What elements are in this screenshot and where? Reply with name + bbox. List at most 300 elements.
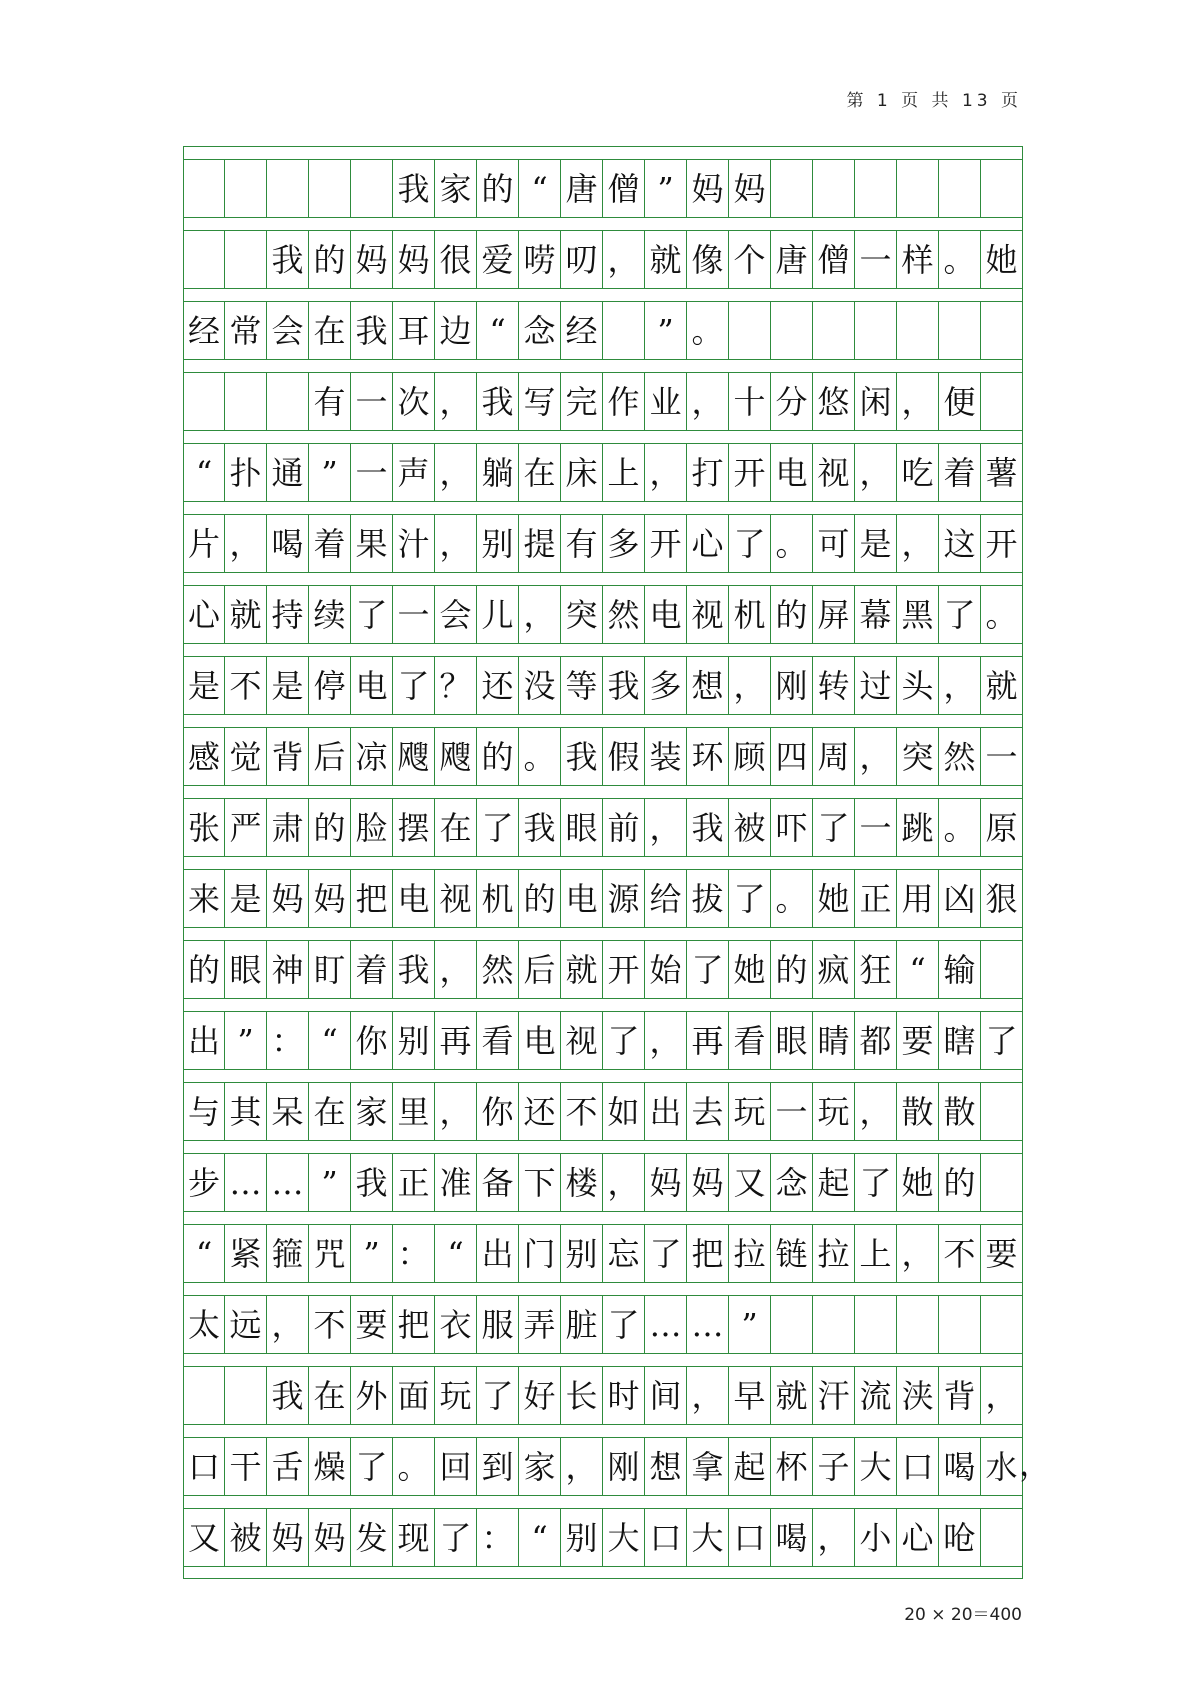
grid-cell: [813, 1295, 855, 1353]
grid-cells: [183, 656, 1023, 714]
grid-cell: 四: [771, 727, 813, 785]
grid-cell: 要: [981, 1224, 1023, 1282]
grid-cell: 汗: [813, 1366, 855, 1424]
grid-cells: [183, 1011, 1023, 1069]
grid-cell: [855, 159, 897, 217]
grid-cell: 感: [183, 727, 225, 785]
grid-cell: 张: [183, 798, 225, 856]
grid-cell: 会: [435, 585, 477, 643]
grid-cell: 不: [309, 1295, 351, 1353]
grid-cell: 提: [519, 514, 561, 572]
grid-cell: ”: [729, 1295, 771, 1353]
grid-cell: 妈: [309, 1508, 351, 1566]
grid-cell: 忘: [603, 1224, 645, 1282]
grid-cell: ，: [939, 656, 981, 714]
grid-cells: [183, 727, 1023, 785]
grid-cell: 我: [267, 230, 309, 288]
grid-cell: 然: [477, 940, 519, 998]
grid-cell: 上: [603, 443, 645, 501]
grid-cell: ，: [897, 514, 939, 572]
grid-cell: 的: [309, 230, 351, 288]
grid-cell: 紧: [225, 1224, 267, 1282]
grid-cell: 飕: [393, 727, 435, 785]
grid-cell: 舌: [267, 1437, 309, 1495]
grid-cell: 经: [561, 301, 603, 359]
grid-cell: 。: [981, 585, 1023, 643]
grid-cell: 眼: [561, 798, 603, 856]
grid-cell: 在: [309, 301, 351, 359]
grid-cell: ，: [603, 1153, 645, 1211]
grid-cell: 流: [855, 1366, 897, 1424]
grid-cell: 拿: [687, 1437, 729, 1495]
grid-cells: [183, 1295, 1023, 1353]
grid-cell: 业: [645, 372, 687, 430]
grid-cell: 别: [561, 1508, 603, 1566]
grid-cell: 还: [477, 656, 519, 714]
grid-cell: 转: [813, 656, 855, 714]
grid-cell: 机: [477, 869, 519, 927]
row-spacer: [183, 643, 1023, 656]
grid-cell: 口: [729, 1508, 771, 1566]
grid-cell: 太: [183, 1295, 225, 1353]
grid-cell: 闲: [855, 372, 897, 430]
grid-cell: 她: [729, 940, 771, 998]
grid-cell: 持: [267, 585, 309, 643]
grid-cell: 就: [225, 585, 267, 643]
grid-cell: 有: [561, 514, 603, 572]
grid-cell: 就: [561, 940, 603, 998]
grid-cell: 了: [687, 940, 729, 998]
grid-cell: 。: [939, 230, 981, 288]
row-spacer: [183, 572, 1023, 585]
grid-cell: 了: [729, 869, 771, 927]
row-spacer: [183, 430, 1023, 443]
grid-cell: 了: [603, 1011, 645, 1069]
grid-cell: 其: [225, 1082, 267, 1140]
grid-cell: 我: [351, 301, 393, 359]
grid-cell: 的: [477, 727, 519, 785]
grid-cell: “: [897, 940, 939, 998]
grid-cell: 没: [519, 656, 561, 714]
grid-cell: 疯: [813, 940, 855, 998]
grid-row: [183, 643, 1023, 714]
grid-cell: ，: [603, 230, 645, 288]
grid-cell: 她: [813, 869, 855, 927]
grid-cell: …: [225, 1153, 267, 1211]
grid-cell: 家: [519, 1437, 561, 1495]
grid-cell: 不: [225, 656, 267, 714]
grid-cell: 拉: [813, 1224, 855, 1282]
grid-cell: 便: [939, 372, 981, 430]
grid-cell: [939, 301, 981, 359]
grid-cell: 别: [393, 1011, 435, 1069]
grid-cell: 电: [645, 585, 687, 643]
grid-cell: 耳: [393, 301, 435, 359]
grid-cell: 视: [813, 443, 855, 501]
grid-cells: [183, 585, 1023, 643]
grid-cell: 片: [183, 514, 225, 572]
grid-cell: 一: [351, 372, 393, 430]
grid-cell: ，: [855, 727, 897, 785]
grid-row: [183, 288, 1023, 359]
grid-cell: 分: [771, 372, 813, 430]
grid-cell: 神: [267, 940, 309, 998]
grid-cell: ，: [645, 443, 687, 501]
grid-cell: 出: [477, 1224, 519, 1282]
grid-cell: 咒: [309, 1224, 351, 1282]
grid-cell: 被: [729, 798, 771, 856]
grid-cell: 僧: [813, 230, 855, 288]
grid-cell: 喝: [267, 514, 309, 572]
grid-cell: “: [477, 301, 519, 359]
grid-cell: 箍: [267, 1224, 309, 1282]
grid-cell: 在: [309, 1366, 351, 1424]
grid-cell: 子: [813, 1437, 855, 1495]
grid-cell: 早: [729, 1366, 771, 1424]
grid-cell: 了: [729, 514, 771, 572]
grid-cell: [183, 230, 225, 288]
grid-cell: ，: [687, 372, 729, 430]
grid-cell: 始: [645, 940, 687, 998]
grid-cell: 作: [603, 372, 645, 430]
row-spacer: [183, 1140, 1023, 1153]
grid-cells: [183, 372, 1023, 430]
grid-cell: 眼: [225, 940, 267, 998]
grid-cell: 散: [897, 1082, 939, 1140]
grid-cell: 在: [519, 443, 561, 501]
grid-cell: 又: [729, 1153, 771, 1211]
grid-cell: [897, 301, 939, 359]
grid-cell: 躺: [477, 443, 519, 501]
grid-cell: 开: [645, 514, 687, 572]
grid-cell: 然: [603, 585, 645, 643]
grid-cell: 要: [897, 1011, 939, 1069]
grid-row: [183, 1353, 1023, 1424]
grid-cell: 我: [519, 798, 561, 856]
grid-cell: [939, 1295, 981, 1353]
grid-cell: “: [519, 1508, 561, 1566]
grid-cell: 完: [561, 372, 603, 430]
grid-cell: 是: [225, 869, 267, 927]
grid-cell: ”: [309, 1153, 351, 1211]
grid-cell: 可: [813, 514, 855, 572]
grid-cell: 输: [939, 940, 981, 998]
grid-cell: 了: [435, 1508, 477, 1566]
grid-cell: [981, 159, 1023, 217]
grid-cell: 的: [519, 869, 561, 927]
grid-cell: ，: [435, 1082, 477, 1140]
grid-cells: [183, 1508, 1023, 1566]
grid-cell: 视: [561, 1011, 603, 1069]
grid-bottom-spacer: [183, 1566, 1023, 1579]
grid-cell: 边: [435, 301, 477, 359]
grid-cell: 再: [435, 1011, 477, 1069]
grid-cell: 打: [687, 443, 729, 501]
grid-cell: 如: [603, 1082, 645, 1140]
grid-cell: 跳: [897, 798, 939, 856]
grid-cell: 刚: [771, 656, 813, 714]
row-spacer: [183, 1282, 1023, 1295]
grid-cells: [183, 1153, 1023, 1211]
grid-cell: 爱: [477, 230, 519, 288]
grid-cell: …: [267, 1153, 309, 1211]
grid-cell: 扑: [225, 443, 267, 501]
grid-row: [183, 1140, 1023, 1211]
grid-cell: ，: [267, 1295, 309, 1353]
grid-cell: [267, 372, 309, 430]
grid-cell: 屏: [813, 585, 855, 643]
grid-cell: 样: [897, 230, 939, 288]
grid-cell: 唠: [519, 230, 561, 288]
grid-cell: 后: [519, 940, 561, 998]
grid-cell: 面: [393, 1366, 435, 1424]
grid-row: [183, 1211, 1023, 1282]
grid-cell: [183, 159, 225, 217]
grid-cell: 我: [267, 1366, 309, 1424]
grid-cell: 来: [183, 869, 225, 927]
grid-cell: 会: [267, 301, 309, 359]
grid-cell: 用: [897, 869, 939, 927]
grid-cell: 假: [603, 727, 645, 785]
grid-cell: 多: [603, 514, 645, 572]
grid-cell: 后: [309, 727, 351, 785]
grid-cell: 然: [939, 727, 981, 785]
grid-cell: 备: [477, 1153, 519, 1211]
grid-cell: [981, 1082, 1023, 1140]
grid-cell: 妈: [267, 869, 309, 927]
grid-cell: [981, 1153, 1023, 1211]
grid-cell: 服: [477, 1295, 519, 1353]
grid-cell: ”: [225, 1011, 267, 1069]
grid-cell: ，: [645, 798, 687, 856]
grid-cell: 正: [393, 1153, 435, 1211]
grid-row: [183, 359, 1023, 430]
grid-cell: 起: [813, 1153, 855, 1211]
grid-cell: 飕: [435, 727, 477, 785]
grid-cell: 着: [309, 514, 351, 572]
grid-cell: 原: [981, 798, 1023, 856]
grid-cell: “: [183, 1224, 225, 1282]
grid-cells: [183, 1437, 1023, 1495]
grid-cell: 有: [309, 372, 351, 430]
grid-cell: 突: [561, 585, 603, 643]
grid-cell: 妈: [687, 159, 729, 217]
grid-cell: 环: [687, 727, 729, 785]
grid-cell: ，: [981, 1366, 1023, 1424]
grid-cell: 着: [939, 443, 981, 501]
grid-cell: 个: [729, 230, 771, 288]
grid-cell: [225, 372, 267, 430]
grid-cell: [351, 159, 393, 217]
row-spacer: [183, 1353, 1023, 1366]
grid-cell: 黑: [897, 585, 939, 643]
grid-row: [183, 785, 1023, 856]
grid-cell: 着: [351, 940, 393, 998]
grid-cell: 散: [939, 1082, 981, 1140]
grid-cell: [981, 372, 1023, 430]
grid-cell: 十: [729, 372, 771, 430]
grid-cell: [939, 159, 981, 217]
grid-cell: 玩: [813, 1082, 855, 1140]
grid-cell: ，: [435, 372, 477, 430]
grid-cells: [183, 869, 1023, 927]
grid-cell: 念: [771, 1153, 813, 1211]
grid-cell: 大: [855, 1437, 897, 1495]
row-spacer: [183, 1424, 1023, 1437]
grid-cell: [603, 301, 645, 359]
grid-cell: 妈: [687, 1153, 729, 1211]
grid-cell: 口: [183, 1437, 225, 1495]
grid-cell: [813, 301, 855, 359]
grid-cell: 现: [393, 1508, 435, 1566]
grid-cell: 链: [771, 1224, 813, 1282]
grid-cell: ，: [855, 443, 897, 501]
grid-cell: 家: [351, 1082, 393, 1140]
grid-cell: 口: [897, 1437, 939, 1495]
grid-cell: 电: [519, 1011, 561, 1069]
grid-cell: 摆: [393, 798, 435, 856]
grid-cell: 僧: [603, 159, 645, 217]
grid-cell: 狂: [855, 940, 897, 998]
grid-cell: 妈: [351, 230, 393, 288]
grid-cells: [183, 798, 1023, 856]
grid-cell: 这: [939, 514, 981, 572]
grid-cell: 刚: [603, 1437, 645, 1495]
row-spacer: [183, 714, 1023, 727]
grid-cell: [309, 159, 351, 217]
grid-cell: 杯: [771, 1437, 813, 1495]
grid-cell: 视: [687, 585, 729, 643]
grid-cell: 。: [771, 869, 813, 927]
grid-row: [183, 501, 1023, 572]
grid-cell: 。: [939, 798, 981, 856]
grid-row: [183, 856, 1023, 927]
grid-cell: ，: [435, 443, 477, 501]
grid-cell: 时: [603, 1366, 645, 1424]
grid-cells: [183, 1082, 1023, 1140]
grid-cell: 吃: [897, 443, 939, 501]
grid-cell: 了: [351, 585, 393, 643]
grid-cell: 开: [729, 443, 771, 501]
grid-cell: 的: [771, 585, 813, 643]
grid-cells: [183, 301, 1023, 359]
grid-cell: 了: [939, 585, 981, 643]
grid-cell: 电: [351, 656, 393, 714]
grid-cell: 视: [435, 869, 477, 927]
grid-cell: 别: [561, 1224, 603, 1282]
grid-cell: 门: [519, 1224, 561, 1282]
grid-cell: 一: [855, 230, 897, 288]
grid-cell: ，: [855, 1082, 897, 1140]
grid-cell: 正: [855, 869, 897, 927]
row-spacer: [183, 217, 1023, 230]
grid-cell: 回: [435, 1437, 477, 1495]
row-spacer: [183, 1211, 1023, 1224]
grid-cell: 通: [267, 443, 309, 501]
row-spacer: [183, 785, 1023, 798]
grid-cell: 。: [393, 1437, 435, 1495]
grid-cell: 眼: [771, 1011, 813, 1069]
row-spacer: [183, 998, 1023, 1011]
grid-cell: [729, 301, 771, 359]
grid-cell: 。: [519, 727, 561, 785]
grid-row: [183, 146, 1023, 217]
grid-cell: 把: [687, 1224, 729, 1282]
grid-cell: 下: [519, 1153, 561, 1211]
grid-cell: ”: [309, 443, 351, 501]
row-spacer: [183, 501, 1023, 514]
grid-cell: 瞎: [939, 1011, 981, 1069]
grid-cell: 。: [687, 301, 729, 359]
grid-cell: 妈: [393, 230, 435, 288]
grid-cell: 。: [771, 514, 813, 572]
grid-cell: 常: [225, 301, 267, 359]
grid-cell: 脸: [351, 798, 393, 856]
grid-cell: 心: [687, 514, 729, 572]
grid-cell: 去: [687, 1082, 729, 1140]
grid-cell: 弄: [519, 1295, 561, 1353]
grid-row: [183, 927, 1023, 998]
grid-cell: 远: [225, 1295, 267, 1353]
grid-cell: 在: [309, 1082, 351, 1140]
grid-cell: 续: [309, 585, 351, 643]
grid-cell: 我: [393, 159, 435, 217]
grid-cell: [981, 1295, 1023, 1353]
page-indicator: 第 1 页 共 13 页: [846, 91, 1022, 111]
grid-cell: 次: [393, 372, 435, 430]
grid-cell: [771, 1295, 813, 1353]
grid-cell: 果: [351, 514, 393, 572]
grid-cell: 凶: [939, 869, 981, 927]
grid-cell: ”: [645, 301, 687, 359]
grid-cell: 了: [351, 1437, 393, 1495]
grid-cell: ：: [267, 1011, 309, 1069]
manuscript-grid: [183, 146, 1052, 1566]
grid-cell: 了: [603, 1295, 645, 1353]
grid-cell: 的: [183, 940, 225, 998]
grid-cell: [225, 1366, 267, 1424]
grid-row: [183, 998, 1023, 1069]
grid-cell: 像: [687, 230, 729, 288]
grid-cell: 大: [687, 1508, 729, 1566]
grid-cell: 源: [603, 869, 645, 927]
grid-cell: …: [645, 1295, 687, 1353]
grid-cell: 一: [351, 443, 393, 501]
grid-cell: 口: [645, 1508, 687, 1566]
grid-cell: …: [687, 1295, 729, 1353]
grid-cell: 儿: [477, 585, 519, 643]
grid-cell: 肃: [267, 798, 309, 856]
grid-cell: 一: [981, 727, 1023, 785]
grid-cell: 开: [603, 940, 645, 998]
grid-cell: 到: [477, 1437, 519, 1495]
grid-cell: 床: [561, 443, 603, 501]
grid-cell: ：: [393, 1224, 435, 1282]
grid-cell: ”: [645, 159, 687, 217]
grid-cell: “: [183, 443, 225, 501]
grid-cell: ，: [687, 1366, 729, 1424]
grid-cell: ，: [897, 372, 939, 430]
grid-cell: 上: [855, 1224, 897, 1282]
grid-row: [183, 572, 1023, 643]
grid-cell: [981, 940, 1023, 998]
grid-cell: 是: [183, 656, 225, 714]
grid-cell: [981, 1508, 1023, 1566]
grid-cell: 多: [645, 656, 687, 714]
grid-cell: 我: [393, 940, 435, 998]
grid-cell: 唐: [771, 230, 813, 288]
grid-cell: 妈: [729, 159, 771, 217]
